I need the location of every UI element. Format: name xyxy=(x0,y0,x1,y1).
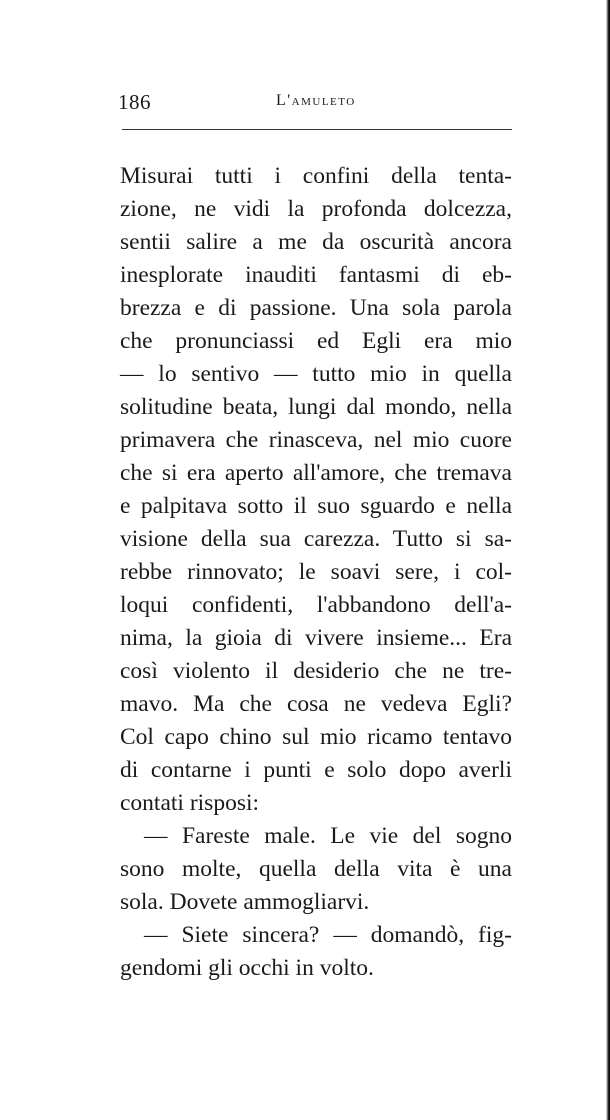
running-head: L'amuleto xyxy=(276,92,356,109)
text-line: brezza e di passione. Una sola parola xyxy=(120,295,512,321)
text-line: zione, ne vidi la profonda dolcezza, xyxy=(120,196,512,222)
text-line: rebbe rinnovato; le soavi sere, i col- xyxy=(120,559,512,585)
page-number: 186 xyxy=(118,90,151,114)
text-line: — Siete sincera? — domandò, fig- xyxy=(144,922,512,948)
text-line: inesplorate inauditi fantasmi di eb- xyxy=(120,262,512,288)
body-text xyxy=(120,160,512,985)
text-line: contati risposi: xyxy=(120,790,260,816)
text-line: loqui confidenti, l'abbandono dell'a- xyxy=(120,592,512,618)
text-line: sola. Dovete ammogliarvi. xyxy=(120,889,370,915)
text-line: mavo. Ma che cosa ne vedeva Egli? xyxy=(120,691,512,717)
page-edge-shadow xyxy=(606,0,610,1120)
text-line: visione della sua carezza. Tutto si sa- xyxy=(120,526,512,552)
text-line: nima, la gioia di vivere insieme... Era xyxy=(120,625,512,651)
text-line: Misurai tutti i confini della tenta- xyxy=(120,163,512,189)
text-line: sentii salire a me da oscurità ancora xyxy=(120,229,512,255)
text-line: — lo sentivo — tutto mio in quella xyxy=(120,361,512,387)
text-line: e palpitava sotto il suo sguardo e nella xyxy=(120,493,512,519)
text-line: di contarne i punti e solo dopo averli xyxy=(120,757,512,783)
text-line: che pronunciassi ed Egli era mio xyxy=(120,328,512,354)
text-line: primavera che rinasceva, nel mio cuore xyxy=(120,427,512,453)
text-line: sono molte, quella della vita è una xyxy=(120,856,512,882)
text-line: così violento il desiderio che ne tre- xyxy=(120,658,512,684)
text-line: Col capo chino sul mio ricamo tentavo xyxy=(120,724,512,750)
text-line: gendomi gli occhi in volto. xyxy=(120,955,374,981)
text-line: — Fareste male. Le vie del sogno xyxy=(144,823,512,849)
header-rule xyxy=(122,129,512,130)
text-line: che si era aperto all'amore, che tremava xyxy=(120,460,512,486)
text-line: solitudine beata, lungi dal mondo, nella xyxy=(120,394,512,420)
